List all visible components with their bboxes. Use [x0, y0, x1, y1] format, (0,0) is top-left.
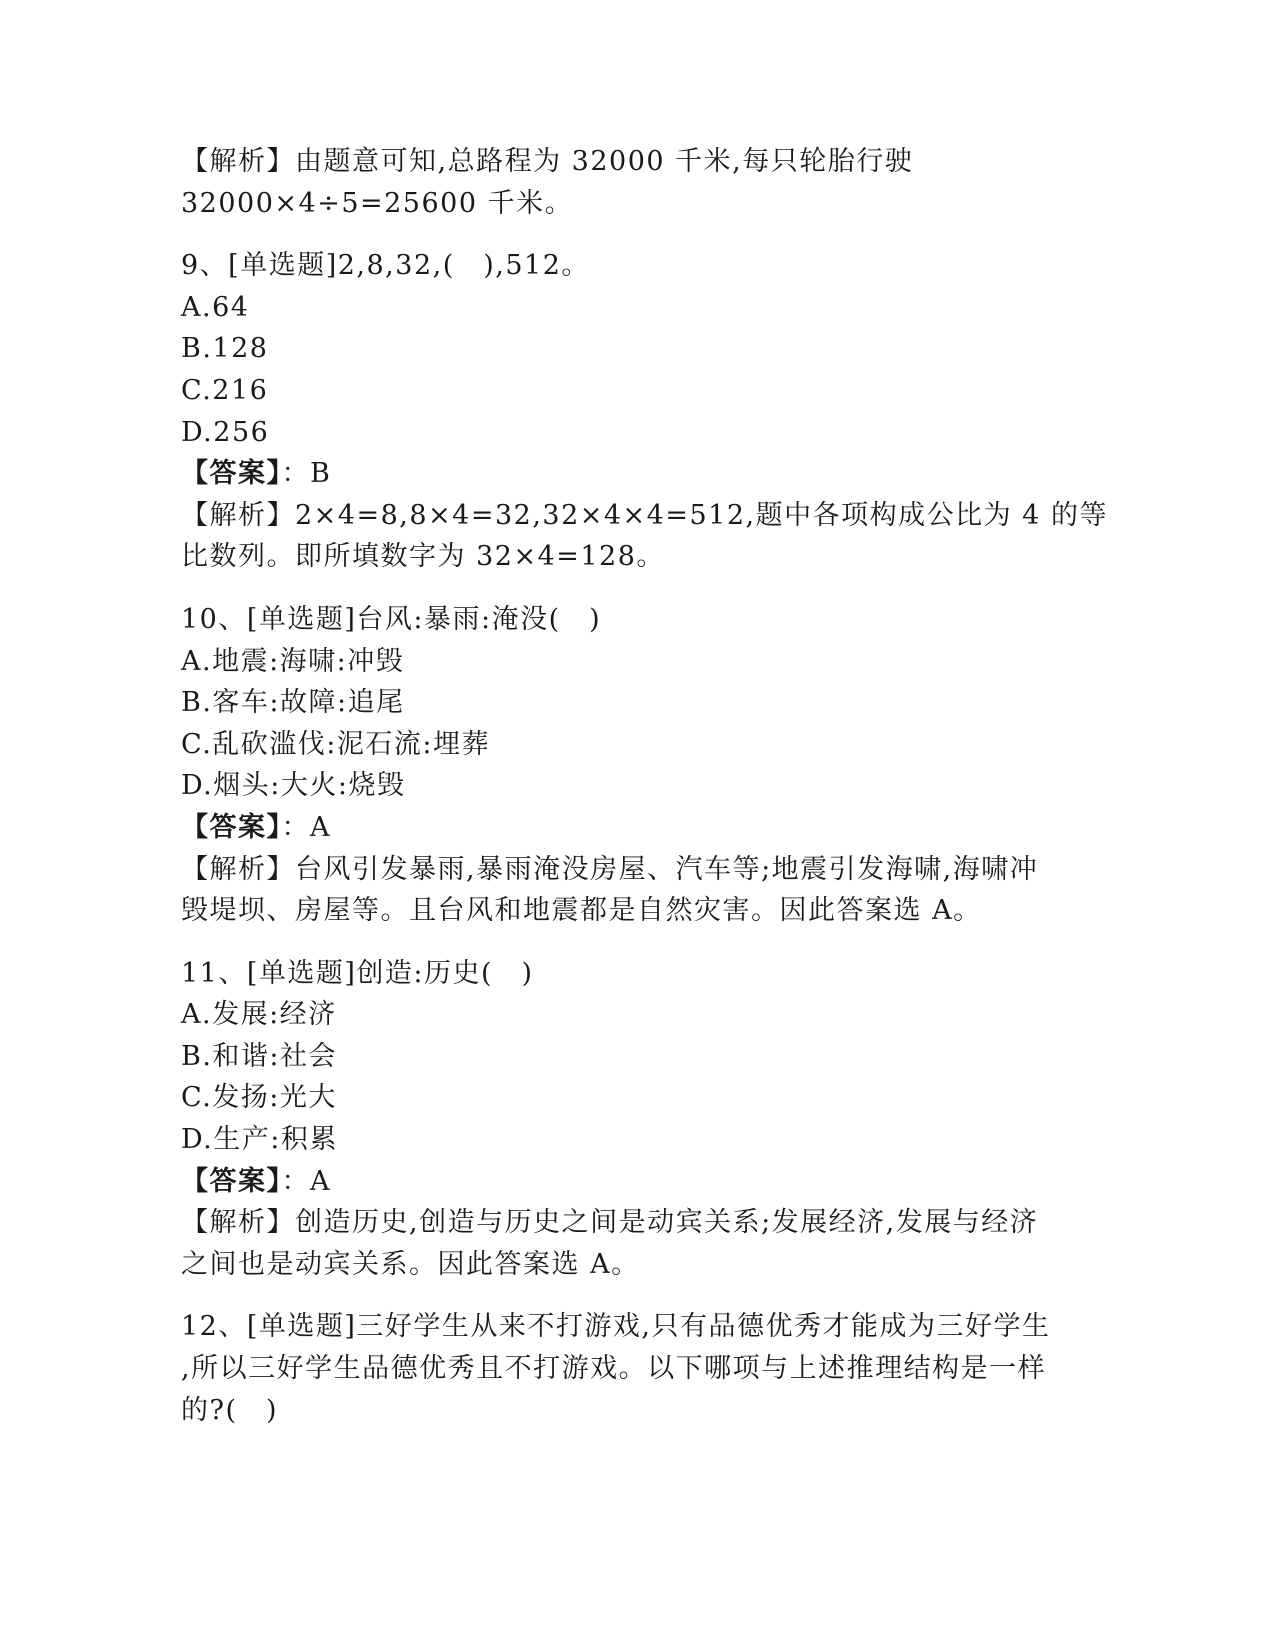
explanation-line: 【解析】2×4=8,8×4=32,32×4×4=512,题中各项构成公比为 4 的等: [181, 499, 1108, 531]
question-stem: 的?( ): [181, 1394, 279, 1426]
question-9: [181, 245, 1108, 578]
explanation-line: 比数列。即所填数字为 32×4=128。: [181, 541, 665, 573]
question-stem: ,所以三好学生品德优秀且不打游戏。以下哪项与上述推理结构是一样: [181, 1353, 1047, 1385]
answer-value: ：B: [281, 458, 332, 490]
answer-line: [181, 453, 1081, 495]
option-d: D.生产:积累: [181, 1124, 338, 1156]
question-stem: 11、[单选题]创造:历史( ): [181, 957, 534, 989]
document-page: [181, 141, 1108, 1431]
answer-value: ：A: [281, 811, 331, 843]
answer-line: [181, 1161, 1081, 1203]
explanation-line: 【解析】由题意可知,总路程为 32000 千米,每只轮胎行驶: [181, 146, 914, 177]
answer-value: ：A: [281, 1165, 331, 1197]
explanation-line: 32000×4÷5=25600 千米。: [181, 187, 574, 219]
answer-label: 【答案】: [181, 458, 282, 490]
explanation-line: 毁堤坝、房屋等。且台风和地震都是自然灾害。因此答案选 A。: [181, 895, 982, 927]
question-stem: 12、[单选题]三好学生从来不打游戏,只有品德优秀才能成为三好学生: [181, 1311, 1051, 1343]
question-11: [181, 953, 1081, 1286]
question-stem: 9、[单选题]2,8,32,( ),512。: [181, 250, 590, 282]
option-a: A.64: [181, 291, 250, 323]
answer-line: [181, 807, 1081, 849]
option-c: C.乱砍滥伐:泥石流:埋葬: [181, 728, 490, 760]
option-a: A.地震:海啸:冲毁: [181, 645, 405, 677]
option-b: B.客车:故障:追尾: [181, 687, 405, 719]
answer-label: 【答案】: [181, 1165, 282, 1197]
option-c: C.发扬:光大: [181, 1082, 337, 1114]
option-a: A.发展:经济: [181, 999, 337, 1031]
option-b: B.和谐:社会: [181, 1040, 338, 1072]
option-b: B.128: [181, 333, 269, 365]
explanation-line: 之间也是动宾关系。因此答案选 A。: [181, 1248, 640, 1280]
question-10: [181, 599, 1081, 932]
option-c: C.216: [181, 374, 269, 406]
answer-label: 【答案】: [181, 811, 282, 843]
question-stem: 10、[单选题]台风:暴雨:淹没( ): [181, 603, 602, 635]
question-12: [181, 1306, 1081, 1431]
option-d: D.烟头:大火:烧毁: [181, 770, 406, 802]
explanation-line: 【解析】台风引发暴雨,暴雨淹没房屋、汽车等;地震引发海啸,海啸冲: [181, 853, 1039, 885]
explanation-block-8: [181, 141, 1081, 224]
option-d: D.256: [181, 416, 270, 448]
explanation-line: 【解析】创造历史,创造与历史之间是动宾关系;发展经济,发展与经济: [181, 1207, 1039, 1239]
